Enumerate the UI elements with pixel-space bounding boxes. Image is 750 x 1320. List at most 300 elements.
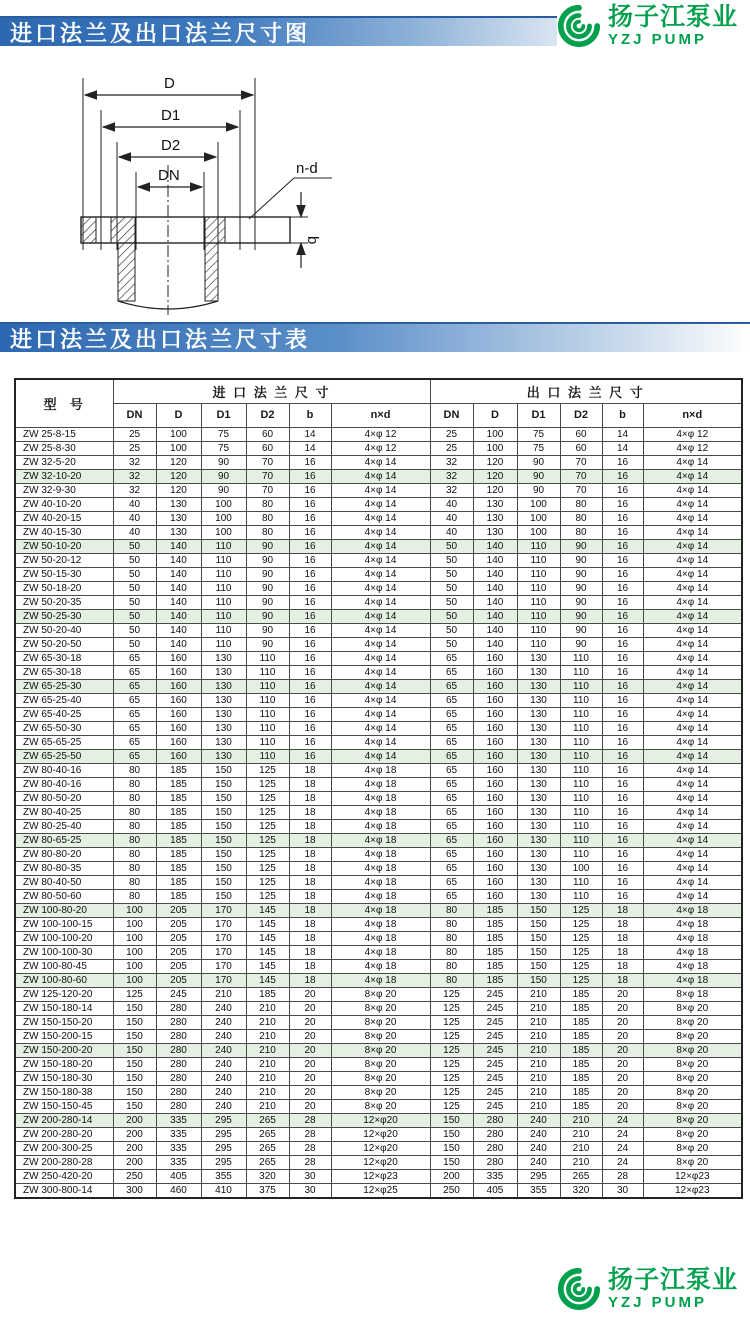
col-header-inlet-DN: DN <box>113 403 156 427</box>
table-row <box>15 889 742 903</box>
dim-cell: 8×φ 20 <box>331 987 430 1001</box>
dim-cell: 4×φ 14 <box>331 623 430 637</box>
dim-cell: 110 <box>201 609 246 623</box>
dim-cell: 110 <box>560 763 602 777</box>
dim-cell: 28 <box>289 1155 331 1169</box>
dim-cell: 110 <box>560 791 602 805</box>
dim-cell: 200 <box>113 1113 156 1127</box>
table-row <box>15 1141 742 1155</box>
dim-cell: 160 <box>473 679 517 693</box>
dim-cell: 30 <box>289 1183 331 1198</box>
dim-cell: 90 <box>246 595 289 609</box>
dim-cell: 65 <box>430 679 473 693</box>
dim-cell: 185 <box>246 987 289 1001</box>
dim-cell: 16 <box>289 539 331 553</box>
model-cell: ZW 80-40-16 <box>15 777 113 791</box>
dim-cell: 185 <box>156 875 201 889</box>
dim-cell: 4×φ 14 <box>643 497 742 511</box>
dim-cell: 16 <box>602 567 643 581</box>
dim-cell: 14 <box>602 441 643 455</box>
dim-cell: 100 <box>113 973 156 987</box>
dim-cell: 20 <box>602 1057 643 1071</box>
dim-cell: 65 <box>430 721 473 735</box>
dim-cell: 150 <box>201 861 246 875</box>
dim-cell: 150 <box>113 1085 156 1099</box>
dim-cell: 110 <box>560 679 602 693</box>
table-row <box>15 511 742 525</box>
dim-cell: 200 <box>430 1169 473 1183</box>
dim-cell: 130 <box>517 805 560 819</box>
dim-cell: 24 <box>602 1141 643 1155</box>
dim-cell: 130 <box>517 875 560 889</box>
model-cell: ZW 80-40-25 <box>15 805 113 819</box>
dim-cell: 295 <box>201 1113 246 1127</box>
dim-cell: 80 <box>113 791 156 805</box>
dim-cell: 90 <box>560 539 602 553</box>
dim-cell: 125 <box>246 875 289 889</box>
dim-cell: 110 <box>246 707 289 721</box>
dim-cell: 130 <box>517 735 560 749</box>
dim-cell: 4×φ 14 <box>643 791 742 805</box>
dim-cell: 18 <box>289 763 331 777</box>
dim-cell: 150 <box>517 959 560 973</box>
dim-cell: 125 <box>430 1029 473 1043</box>
model-cell: ZW 80-50-60 <box>15 889 113 903</box>
model-cell: ZW 80-80-35 <box>15 861 113 875</box>
dim-cell: 4×φ 14 <box>331 609 430 623</box>
dim-cell: 185 <box>156 805 201 819</box>
table-header-sub-row <box>15 403 742 427</box>
dim-cell: 160 <box>473 707 517 721</box>
dim-cell: 185 <box>156 833 201 847</box>
dim-cell: 50 <box>430 567 473 581</box>
dim-cell: 185 <box>473 917 517 931</box>
dim-cell: 20 <box>602 987 643 1001</box>
dim-cell: 160 <box>156 679 201 693</box>
dim-cell: 150 <box>113 1071 156 1085</box>
dim-cell: 65 <box>430 791 473 805</box>
dim-cell: 4×φ 12 <box>643 441 742 455</box>
dim-cell: 4×φ 14 <box>643 749 742 763</box>
table-row <box>15 609 742 623</box>
dim-cell: 145 <box>246 973 289 987</box>
dim-cell: 110 <box>246 735 289 749</box>
dim-cell: 210 <box>246 1085 289 1099</box>
dim-cell: 110 <box>560 707 602 721</box>
table-row <box>15 497 742 511</box>
dim-cell: 50 <box>430 623 473 637</box>
dim-cell: 20 <box>602 1071 643 1085</box>
dim-cell: 160 <box>473 889 517 903</box>
dim-cell: 130 <box>201 665 246 679</box>
dim-cell: 80 <box>113 847 156 861</box>
dim-cell: 16 <box>289 651 331 665</box>
dim-cell: 16 <box>602 651 643 665</box>
dim-cell: 4×φ 18 <box>643 945 742 959</box>
dim-cell: 70 <box>560 455 602 469</box>
dim-cell: 200 <box>113 1127 156 1141</box>
dim-cell: 210 <box>560 1113 602 1127</box>
dim-cell: 240 <box>517 1155 560 1169</box>
dim-cell: 100 <box>113 959 156 973</box>
dim-cell: 100 <box>113 903 156 917</box>
dim-cell: 110 <box>560 777 602 791</box>
dim-cell: 150 <box>201 777 246 791</box>
dim-cell: 50 <box>113 553 156 567</box>
dim-cell: 30 <box>289 1169 331 1183</box>
model-cell: ZW 50-15-30 <box>15 567 113 581</box>
dim-cell: 130 <box>517 861 560 875</box>
dim-cell: 16 <box>602 693 643 707</box>
dim-cell: 265 <box>246 1113 289 1127</box>
dim-cell: 280 <box>473 1127 517 1141</box>
dim-cell: 16 <box>602 525 643 539</box>
dim-cell: 16 <box>602 889 643 903</box>
model-cell: ZW 40-20-15 <box>15 511 113 525</box>
dim-cell: 80 <box>560 511 602 525</box>
dim-cell: 205 <box>156 903 201 917</box>
dim-cell: 16 <box>602 553 643 567</box>
dim-cell: 240 <box>201 1029 246 1043</box>
dim-cell: 16 <box>602 749 643 763</box>
dim-cell: 170 <box>201 945 246 959</box>
dim-cell: 130 <box>201 651 246 665</box>
dim-cell: 80 <box>113 777 156 791</box>
dim-cell: 160 <box>473 763 517 777</box>
dim-cell: 100 <box>113 931 156 945</box>
dim-cell: 280 <box>156 1057 201 1071</box>
dim-cell: 210 <box>560 1155 602 1169</box>
col-header-inlet-D1: D1 <box>201 403 246 427</box>
dim-cell: 100 <box>201 525 246 539</box>
dim-cell: 32 <box>113 469 156 483</box>
dim-cell: 16 <box>602 455 643 469</box>
dim-cell: 70 <box>246 469 289 483</box>
dim-cell: 120 <box>473 469 517 483</box>
dim-cell: 8×φ 20 <box>643 1029 742 1043</box>
dim-cell: 32 <box>430 455 473 469</box>
table-row <box>15 945 742 959</box>
dim-cell: 210 <box>246 1043 289 1057</box>
table-row <box>15 833 742 847</box>
dim-cell: 90 <box>201 469 246 483</box>
dim-cell: 210 <box>246 1029 289 1043</box>
dim-cell: 160 <box>473 861 517 875</box>
dim-cell: 8×φ 20 <box>643 1099 742 1113</box>
model-cell: ZW 150-180-14 <box>15 1001 113 1015</box>
dim-cell: 40 <box>430 511 473 525</box>
dim-cell: 4×φ 14 <box>643 623 742 637</box>
dim-cell: 140 <box>156 581 201 595</box>
dim-cell: 160 <box>473 791 517 805</box>
dim-cell: 32 <box>113 455 156 469</box>
dim-cell: 150 <box>517 931 560 945</box>
col-header-model: 型 号 <box>15 379 113 427</box>
dim-cell: 140 <box>473 581 517 595</box>
dim-cell: 50 <box>113 539 156 553</box>
model-cell: ZW 100-80-60 <box>15 973 113 987</box>
dim-cell: 18 <box>289 973 331 987</box>
dim-cell: 185 <box>560 1001 602 1015</box>
dim-cell: 8×φ 20 <box>331 1029 430 1043</box>
dim-cell: 210 <box>560 1141 602 1155</box>
table-row <box>15 651 742 665</box>
dim-cell: 100 <box>201 511 246 525</box>
model-cell: ZW 65-30-18 <box>15 665 113 679</box>
dim-cell: 205 <box>156 945 201 959</box>
dim-cell: 110 <box>560 693 602 707</box>
flange-dimension-diagram <box>68 70 390 322</box>
dim-cell: 20 <box>289 987 331 1001</box>
dim-cell: 110 <box>246 693 289 707</box>
dim-cell: 18 <box>602 903 643 917</box>
dim-cell: 16 <box>602 735 643 749</box>
dim-cell: 50 <box>430 637 473 651</box>
dim-cell: 100 <box>517 525 560 539</box>
dim-cell: 4×φ 14 <box>643 469 742 483</box>
dim-cell: 150 <box>517 917 560 931</box>
dim-cell: 110 <box>517 539 560 553</box>
dim-cell: 110 <box>517 623 560 637</box>
dim-cell: 65 <box>430 651 473 665</box>
dim-cell: 250 <box>430 1183 473 1198</box>
dim-cell: 65 <box>113 749 156 763</box>
dim-cell: 185 <box>560 1015 602 1029</box>
dim-cell: 4×φ 18 <box>331 861 430 875</box>
dim-cell: 125 <box>560 945 602 959</box>
dim-cell: 280 <box>473 1141 517 1155</box>
dim-cell: 125 <box>430 1001 473 1015</box>
table-row <box>15 917 742 931</box>
dim-cell: 4×φ 14 <box>643 693 742 707</box>
table-row <box>15 623 742 637</box>
dim-cell: 110 <box>201 553 246 567</box>
model-cell: ZW 65-50-30 <box>15 721 113 735</box>
dim-cell: 90 <box>246 539 289 553</box>
dim-cell: 280 <box>473 1113 517 1127</box>
dim-cell: 140 <box>473 567 517 581</box>
dim-cell: 8×φ 20 <box>331 1001 430 1015</box>
dim-cell: 100 <box>156 441 201 455</box>
dim-cell: 145 <box>246 903 289 917</box>
dim-cell: 160 <box>473 777 517 791</box>
dim-cell: 130 <box>517 833 560 847</box>
table-row <box>15 987 742 1001</box>
dim-cell: 140 <box>156 539 201 553</box>
dim-cell: 210 <box>201 987 246 1001</box>
dim-cell: 100 <box>201 497 246 511</box>
logo-company-name-cn: 扬子江泵业 <box>608 3 739 31</box>
model-cell: ZW 200-300-25 <box>15 1141 113 1155</box>
dim-cell: 210 <box>517 1085 560 1099</box>
dim-cell: 130 <box>517 693 560 707</box>
dim-cell: 90 <box>201 483 246 497</box>
dim-cell: 4×φ 14 <box>643 861 742 875</box>
dim-cell: 90 <box>246 553 289 567</box>
dim-cell: 150 <box>517 945 560 959</box>
dim-cell: 295 <box>201 1155 246 1169</box>
dim-cell: 70 <box>560 469 602 483</box>
dim-cell: 16 <box>602 637 643 651</box>
dim-cell: 160 <box>473 665 517 679</box>
dim-cell: 12×φ20 <box>331 1155 430 1169</box>
dim-cell: 40 <box>113 525 156 539</box>
logo-company-name-cn: 扬子江泵业 <box>608 1266 739 1294</box>
dim-cell: 245 <box>473 1015 517 1029</box>
dim-cell: 16 <box>602 665 643 679</box>
model-cell: ZW 100-80-45 <box>15 959 113 973</box>
table-row <box>15 581 742 595</box>
dim-cell: 210 <box>517 1029 560 1043</box>
dim-cell: 150 <box>201 763 246 777</box>
dim-cell: 90 <box>560 553 602 567</box>
dim-cell: 14 <box>289 427 331 441</box>
table-row <box>15 805 742 819</box>
dim-cell: 32 <box>430 469 473 483</box>
model-cell: ZW 200-280-28 <box>15 1155 113 1169</box>
dim-cell: 160 <box>156 735 201 749</box>
dim-cell: 8×φ 20 <box>643 1015 742 1029</box>
dim-cell: 65 <box>430 847 473 861</box>
model-cell: ZW 50-20-50 <box>15 637 113 651</box>
dim-cell: 110 <box>560 721 602 735</box>
table-row <box>15 553 742 567</box>
dim-cell: 8×φ 18 <box>643 987 742 1001</box>
dim-cell: 150 <box>201 791 246 805</box>
dim-cell: 16 <box>602 539 643 553</box>
dim-cell: 40 <box>430 497 473 511</box>
model-cell: ZW 250-420-20 <box>15 1169 113 1183</box>
dim-cell: 16 <box>289 525 331 539</box>
dim-cell: 240 <box>201 1001 246 1015</box>
dim-cell: 16 <box>289 679 331 693</box>
model-cell: ZW 100-100-20 <box>15 931 113 945</box>
dim-cell: 125 <box>246 805 289 819</box>
dim-cell: 110 <box>246 665 289 679</box>
dim-cell: 8×φ 20 <box>331 1015 430 1029</box>
dim-cell: 16 <box>602 609 643 623</box>
dim-cell: 65 <box>113 665 156 679</box>
dim-cell: 60 <box>560 441 602 455</box>
dim-cell: 80 <box>430 931 473 945</box>
dim-cell: 80 <box>113 875 156 889</box>
dim-cell: 16 <box>602 497 643 511</box>
dim-cell: 4×φ 14 <box>643 553 742 567</box>
dim-cell: 110 <box>560 847 602 861</box>
table-row <box>15 931 742 945</box>
dim-cell: 150 <box>113 1057 156 1071</box>
dim-cell: 145 <box>246 917 289 931</box>
dim-cell: 125 <box>430 1071 473 1085</box>
dim-cell: 240 <box>517 1127 560 1141</box>
dim-cell: 160 <box>156 749 201 763</box>
table-row <box>15 1155 742 1169</box>
dim-cell: 20 <box>289 1099 331 1113</box>
dim-cell: 125 <box>560 959 602 973</box>
dim-cell: 20 <box>289 1057 331 1071</box>
dim-cell: 130 <box>156 525 201 539</box>
dim-cell: 110 <box>517 567 560 581</box>
dim-cell: 185 <box>156 889 201 903</box>
dim-cell: 160 <box>156 665 201 679</box>
dim-cell: 90 <box>560 609 602 623</box>
dim-cell: 110 <box>201 539 246 553</box>
dim-cell: 18 <box>289 875 331 889</box>
dim-cell: 210 <box>517 1043 560 1057</box>
dim-cell: 16 <box>602 469 643 483</box>
dim-cell: 335 <box>473 1169 517 1183</box>
dim-cell: 25 <box>113 427 156 441</box>
col-header-outlet-group: 出 口 法 兰 尺 寸 <box>430 379 742 403</box>
dim-cell: 4×φ 18 <box>331 847 430 861</box>
table-row <box>15 595 742 609</box>
dim-cell: 18 <box>289 805 331 819</box>
dim-cell: 4×φ 14 <box>331 483 430 497</box>
dim-cell: 90 <box>246 567 289 581</box>
dim-cell: 245 <box>473 1029 517 1043</box>
dim-cell: 405 <box>156 1169 201 1183</box>
table-row <box>15 455 742 469</box>
dim-cell: 28 <box>289 1113 331 1127</box>
dim-cell: 110 <box>246 721 289 735</box>
col-header-inlet-group: 进 口 法 兰 尺 寸 <box>113 379 430 403</box>
dim-cell: 75 <box>201 427 246 441</box>
dim-cell: 80 <box>430 917 473 931</box>
dim-label-D: D <box>164 75 175 92</box>
dim-cell: 65 <box>430 833 473 847</box>
dim-cell: 60 <box>246 441 289 455</box>
dim-cell: 125 <box>560 973 602 987</box>
dim-cell: 65 <box>430 763 473 777</box>
col-header-inlet-n×d: n×d <box>331 403 430 427</box>
dim-cell: 4×φ 14 <box>643 539 742 553</box>
table-row <box>15 777 742 791</box>
dim-cell: 18 <box>289 847 331 861</box>
dim-cell: 16 <box>602 707 643 721</box>
dim-cell: 4×φ 14 <box>643 567 742 581</box>
dim-cell: 185 <box>560 1085 602 1099</box>
model-cell: ZW 50-20-12 <box>15 553 113 567</box>
dim-cell: 110 <box>517 595 560 609</box>
table-row <box>15 791 742 805</box>
table-row <box>15 665 742 679</box>
dim-cell: 150 <box>430 1113 473 1127</box>
dim-cell: 4×φ 18 <box>331 945 430 959</box>
dim-cell: 14 <box>289 441 331 455</box>
dim-cell: 130 <box>156 511 201 525</box>
dim-cell: 170 <box>201 959 246 973</box>
dim-cell: 80 <box>246 497 289 511</box>
dim-cell: 140 <box>156 595 201 609</box>
dim-cell: 150 <box>430 1155 473 1169</box>
dim-cell: 130 <box>517 763 560 777</box>
dim-cell: 24 <box>602 1127 643 1141</box>
dim-cell: 80 <box>560 525 602 539</box>
dim-cell: 125 <box>560 917 602 931</box>
dim-cell: 4×φ 18 <box>331 959 430 973</box>
dim-cell: 120 <box>473 483 517 497</box>
dim-cell: 28 <box>602 1169 643 1183</box>
dim-cell: 90 <box>560 637 602 651</box>
dim-cell: 125 <box>246 791 289 805</box>
dim-cell: 16 <box>289 609 331 623</box>
col-header-inlet-b: b <box>289 403 331 427</box>
dim-cell: 130 <box>156 497 201 511</box>
dim-cell: 125 <box>430 1015 473 1029</box>
dim-cell: 185 <box>473 945 517 959</box>
dim-cell: 140 <box>473 609 517 623</box>
dim-cell: 130 <box>517 651 560 665</box>
